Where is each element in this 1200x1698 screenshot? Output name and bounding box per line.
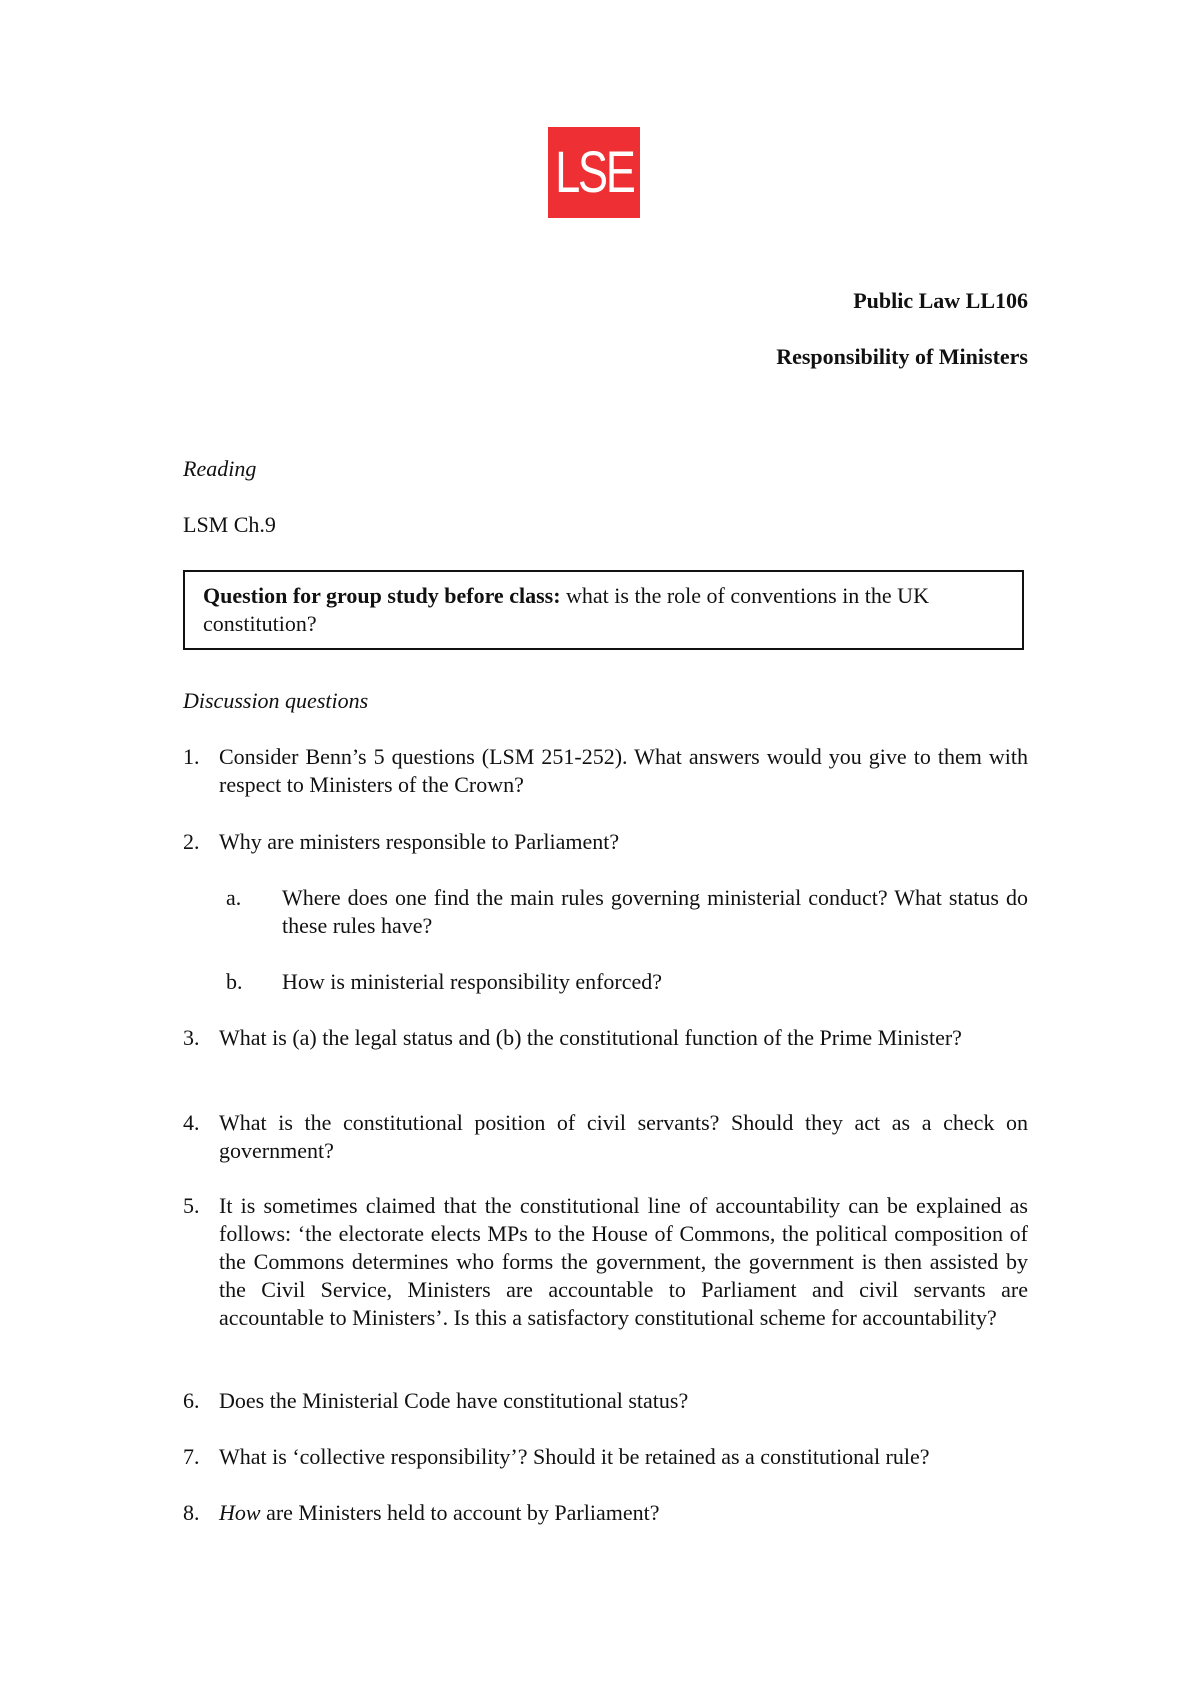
question-5 bbox=[183, 1192, 1028, 1332]
question-number: 7. bbox=[183, 1444, 200, 1469]
course-title: Public Law LL106 bbox=[853, 288, 1028, 313]
subquestion-b bbox=[226, 968, 1028, 996]
lse-logo-text: LSE bbox=[554, 139, 634, 205]
subquestion-a bbox=[226, 884, 1028, 940]
discussion-heading: Discussion questions bbox=[183, 688, 369, 713]
group-study-box bbox=[183, 570, 1024, 650]
question-text: Does the Ministerial Code have constitutional status? bbox=[219, 1388, 689, 1413]
question-text bbox=[219, 1499, 1028, 1527]
question-6 bbox=[183, 1387, 1028, 1415]
question-7 bbox=[183, 1443, 1028, 1471]
question-number: 3. bbox=[183, 1025, 200, 1050]
question-text: What is ‘collective responsibility’? Should it be retained as a constitutional rule? bbox=[219, 1444, 930, 1469]
question-text: Consider Benn’s 5 questions (LSM 251-252). What answers would you give to them with respect to Ministers of the Crown? bbox=[219, 744, 1028, 797]
question-3 bbox=[183, 1024, 1028, 1052]
question-text: It is sometimes claimed that the constitutional line of accountability can be explained as follows: ‘the electorate elects MPs to the House of Commons, the political composition of the Commons determines who forms the government, the government is then assisted by the Civil Service, Ministers are accountable to Parliament and civil servants are accountable to Ministers’. Is this a satisfactory constitutional scheme for accountability? bbox=[219, 1193, 1028, 1330]
question-text-rest: are Ministers held to account by Parliament? bbox=[260, 1500, 660, 1525]
lse-logo bbox=[548, 127, 640, 218]
question-number: 5. bbox=[183, 1193, 200, 1218]
subquestion-letter: b. bbox=[226, 969, 243, 994]
group-study-question: what is the role of conventions in the UK constitution? bbox=[203, 583, 929, 636]
subquestion-text: Where does one find the main rules governing ministerial conduct? What status do these rules have? bbox=[282, 885, 1028, 938]
question-1 bbox=[183, 743, 1028, 799]
topic-title: Responsibility of Ministers bbox=[776, 344, 1028, 369]
subquestion-text: How is ministerial responsibility enforced? bbox=[282, 969, 663, 994]
subquestion-letter: a. bbox=[226, 885, 242, 910]
question-emphasis: How bbox=[219, 1500, 261, 1525]
question-4 bbox=[183, 1109, 1028, 1165]
question-text: Why are ministers responsible to Parliament? bbox=[219, 829, 620, 854]
question-8 bbox=[183, 1499, 1028, 1527]
question-number: 6. bbox=[183, 1388, 200, 1413]
question-number: 2. bbox=[183, 829, 200, 854]
reading-heading: Reading bbox=[183, 456, 257, 481]
question-number: 1. bbox=[183, 744, 200, 769]
question-number: 8. bbox=[183, 1500, 200, 1525]
question-text: What is the constitutional position of civil servants? Should they act as a check on government? bbox=[219, 1110, 1028, 1163]
question-text: What is (a) the legal status and (b) the constitutional function of the Prime Minister? bbox=[219, 1025, 962, 1050]
question-number: 4. bbox=[183, 1110, 200, 1135]
group-study-label: Question for group study before class: bbox=[203, 583, 561, 608]
question-2 bbox=[183, 828, 1028, 856]
reading-reference: LSM Ch.9 bbox=[183, 512, 276, 537]
